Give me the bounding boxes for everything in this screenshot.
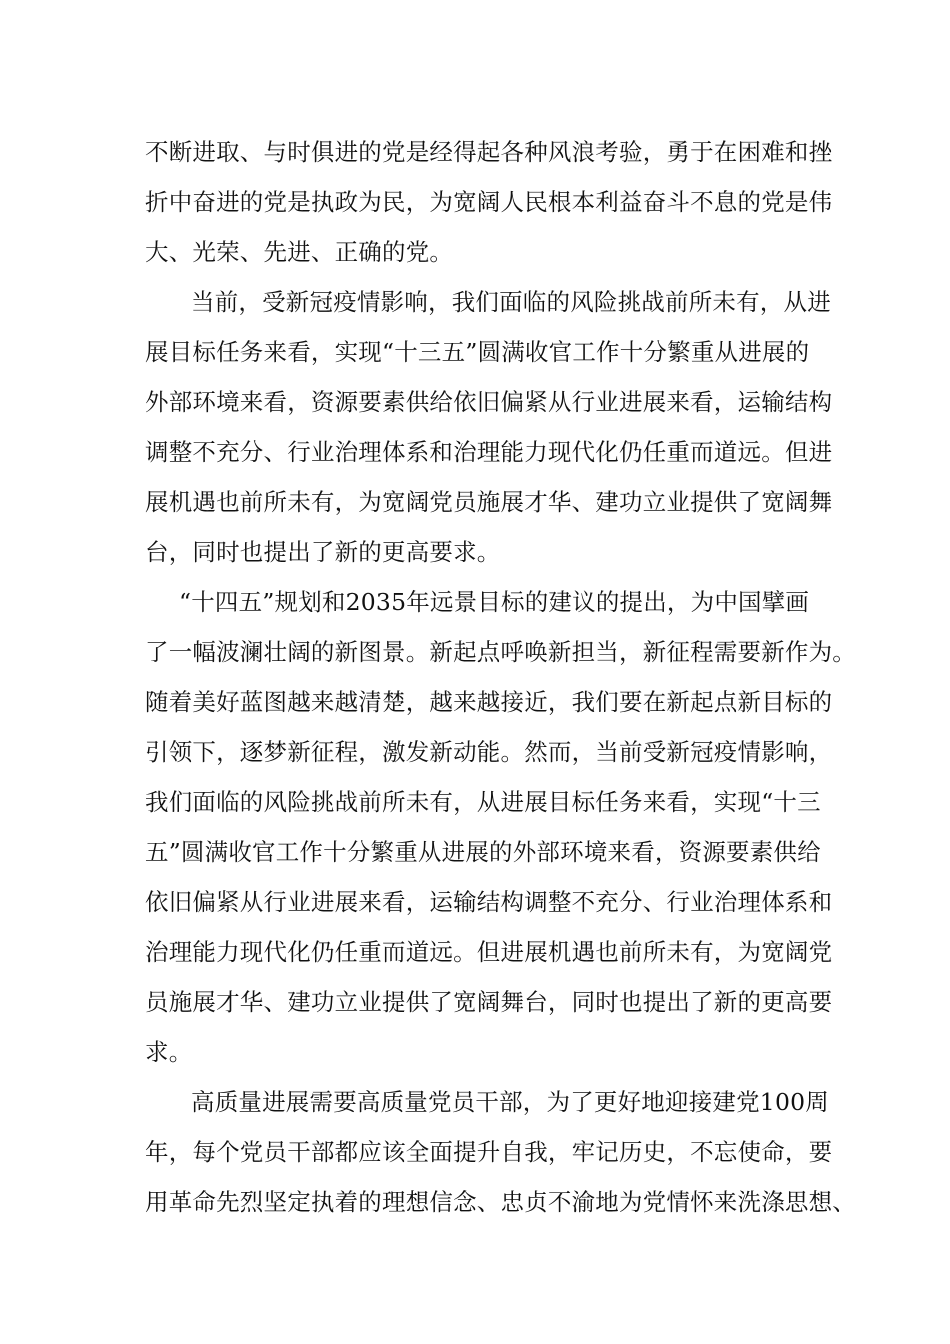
- text-line: 调整不充分、行业治理体系和治理能力现代化仍任重而道远。但进: [145, 438, 833, 466]
- text-line: 外部环境来看，资源要素供给依旧偏紧从行业进展来看，运输结构: [145, 388, 833, 416]
- text-line: 台，同时也提出了新的更高要求。: [145, 538, 501, 566]
- text-line: 引领下，逐梦新征程，激发新动能。然而，当前受新冠疫情影响，: [145, 738, 833, 766]
- text-line: 随着美好蓝图越来越清楚，越来越接近，我们要在新起点新目标的: [145, 688, 833, 716]
- text-line: 依旧偏紧从行业进展来看，运输结构调整不充分、行业治理体系和: [145, 888, 833, 916]
- text-line: 高质量进展需要高质量党员干部，为了更好地迎接建党100周: [191, 1088, 829, 1116]
- text-line: 员施展才华、建功立业提供了宽阔舞台，同时也提出了新的更高要: [145, 988, 833, 1016]
- text-line: 五”圆满收官工作十分繁重从进展的外部环境来看，资源要素供给: [145, 838, 821, 866]
- text-line: 年，每个党员干部都应该全面提升自我，牢记历史，不忘使命，要: [145, 1138, 833, 1166]
- text-line: 不断进取、与时俱进的党是经得起各种风浪考验，勇于在困难和挫: [145, 138, 833, 166]
- text-line: 展机遇也前所未有，为宽阔党员施展才华、建功立业提供了宽阔舞: [145, 488, 833, 516]
- text-line: 折中奋进的党是执政为民，为宽阔人民根本利益奋斗不息的党是伟: [145, 188, 833, 216]
- text-line: 了一幅波澜壮阔的新图景。新起点呼唤新担当，新征程需要新作为。: [145, 638, 856, 666]
- text-line: 大、光荣、先进、正确的党。: [145, 238, 454, 266]
- text-line: “十四五”规划和2035年远景目标的建议的提出，为中国擘画: [179, 588, 810, 616]
- text-line: 展目标任务来看，实现“十三五”圆满收官工作十分繁重从进展的: [145, 338, 810, 366]
- text-line: 当前，受新冠疫情影响，我们面临的风险挑战前所未有，从进: [191, 288, 831, 316]
- text-line: 用革命先烈坚定执着的理想信念、忠贞不渝地为党情怀来洗涤思想、: [145, 1188, 856, 1216]
- text-line: 我们面临的风险挑战前所未有，从进展目标任务来看，实现“十三: [145, 788, 821, 816]
- text-line: 求。: [145, 1038, 193, 1066]
- text-line: 治理能力现代化仍任重而道远。但进展机遇也前所未有，为宽阔党: [145, 938, 833, 966]
